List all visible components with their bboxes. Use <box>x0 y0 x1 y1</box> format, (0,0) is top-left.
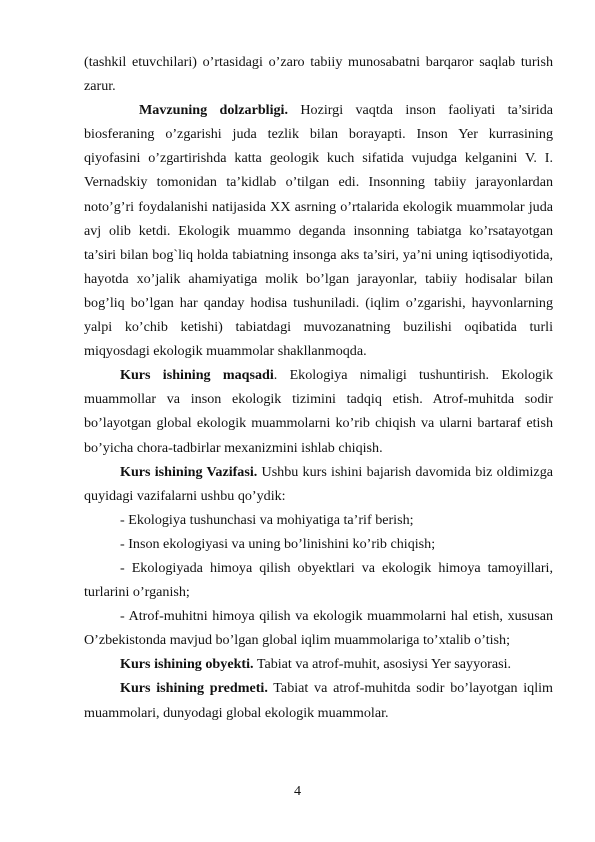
goal-text: . Ekologiya nimaligi tushuntirish. Ekologik muammollar va inson ekologik tizimini tadqiq etish. Atrof-muhitda sodir bo’layotgan global ekologik muammolarni ko’rib chiqish va ularni bartaraf etish bo’yicha chora-tadbirlar mexanizmini ishlab chiqish. <box>84 367 554 456</box>
task-item: - Ekologiyada himoya qilish obyektlari va ekologik himoya tamoyillari, turlarini o’rganish; <box>84 559 553 601</box>
page-number: 4 <box>293 783 302 799</box>
object-paragraph <box>84 652 553 676</box>
object-text: Tabiat va atrof-muhit, asosiysi Yer sayyorasi. <box>253 656 512 673</box>
task-item: - Inson ekologiyasi va uning bo’linishini ko’rib chiqish; <box>120 535 436 552</box>
relevance-heading: Mavzuning dolzarbligi. <box>139 102 288 119</box>
subject-paragraph <box>84 676 553 724</box>
subject-heading: Kurs ishining predmeti. <box>120 680 268 697</box>
relevance-paragraph <box>84 98 553 363</box>
task-item: - Ekologiya tushunchasi va mohiyatiga ta’rif berish; <box>120 511 414 528</box>
tasks-paragraph <box>84 460 553 508</box>
task-item: - Atrof-muhitni himoya qilish va ekologik muammolarni hal etish, xususan O’zbekistonda mavjud bo’lgan global iqlim muammolariga to’xtalib o’tish; <box>84 608 553 649</box>
relevance-text: Hozirgi vaqtda inson faoliyati ta’sirida biosferaning o’zgarishi juda tezlik bilan borayapti. Inson Yer kurrasining qiyofasini o’zgartirishda katta geologik kuch sifatida vujudga kelganini V. I. Vernadskiy tomonidan ta’kidlab o’tilgan edi. Insonning tabiiy jarayonlardan noto’g’ri foydalanishi natijasida XX asrning o’rtalarida ekologik muammolar juda avj olib ketdi. Ekologik muammo deganda insonning tabiatga ko’rsatayotgan ta’siri bilan bog`liq holda tabiatning insonga aks ta’siri, ya’ni uning iqtisodiyotida, hayotda xo’jalik ahamiyatiga molik bo’lgan jarayonlar, tabiiy hodisalar bilan bog’liq bo’lgan har qanday hodisa tushuniladi. (iqlim o’zgarishi, hayvonlarning yalpi ko’chib ketishi) tabiatdagi muvozanatning buzilishi oqibatida turli miqyosdagi ekologik muammolar shakllanmoqda. <box>84 102 553 360</box>
goal-heading: Kurs ishining maqsadi <box>120 367 274 384</box>
intro-paragraph: (tashkil etuvchilari) o’rtasidagi o’zaro tabiiy munosabatni barqaror saqlab turish zarur. <box>84 54 553 95</box>
tasks-heading: Kurs ishining Vazifasi. <box>120 463 258 480</box>
object-heading: Kurs ishining obyekti. <box>120 656 254 673</box>
goal-paragraph <box>84 363 553 459</box>
tasks-text: Ushbu kurs ishini bajarish davomida biz oldimizga quyidagi vazifalarni ushbu qo’ydik: <box>84 463 553 504</box>
subject-text: Tabiat va atrof-muhitda sodir bo’layotgan iqlim muammolari, dunyodagi global ekologik muammolar. <box>84 680 553 721</box>
document-page <box>84 50 553 725</box>
